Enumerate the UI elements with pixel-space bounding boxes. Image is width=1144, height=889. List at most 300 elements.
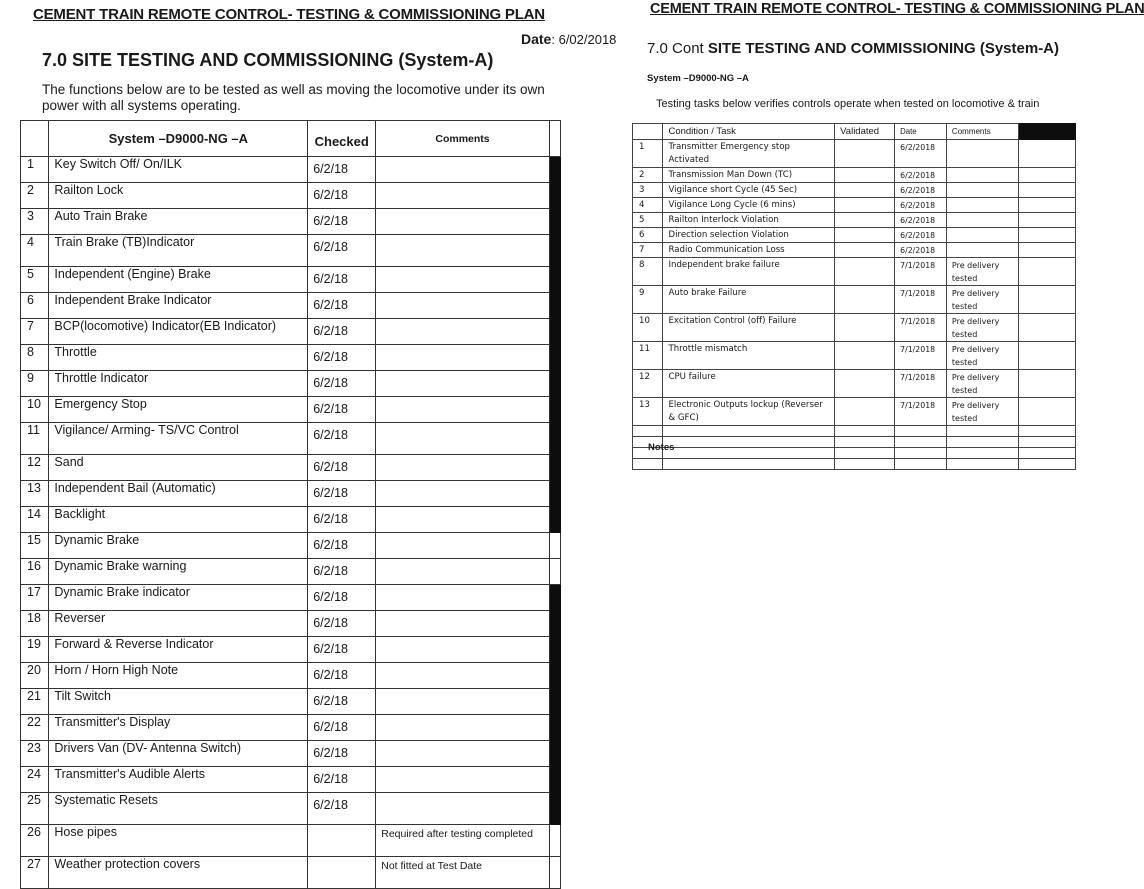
blank-cell bbox=[663, 459, 835, 470]
row-checked: 6/2/18 bbox=[308, 345, 376, 371]
row-number: 15 bbox=[21, 533, 49, 559]
row-item: Horn / Horn High Note bbox=[49, 663, 308, 689]
row-checked: 6/2/18 bbox=[308, 157, 376, 183]
row-number: 4 bbox=[21, 235, 49, 267]
row-item: Tilt Switch bbox=[49, 689, 308, 715]
row-comment bbox=[946, 198, 1018, 213]
table-row bbox=[633, 140, 1076, 168]
row-comment bbox=[376, 345, 550, 371]
row-validated bbox=[835, 213, 895, 228]
row-date: 7/1/2018 bbox=[895, 370, 947, 398]
header-validated: Validated bbox=[835, 124, 895, 140]
row-checked: 6/2/18 bbox=[308, 423, 376, 455]
table-header-row bbox=[633, 124, 1076, 140]
row-comment bbox=[376, 319, 550, 345]
row-task: Auto brake Failure bbox=[663, 286, 835, 314]
row-number: 12 bbox=[633, 370, 663, 398]
row-number: 21 bbox=[21, 689, 49, 715]
section-title-prefix: 7.0 Cont bbox=[647, 40, 708, 57]
redacted-block bbox=[549, 455, 560, 481]
row-item: Forward & Reverse Indicator bbox=[49, 637, 308, 663]
row-item: Independent Brake Indicator bbox=[49, 293, 308, 319]
row-item: Drivers Van (DV- Antenna Switch) bbox=[49, 741, 308, 767]
row-checked: 6/2/18 bbox=[308, 183, 376, 209]
task-body bbox=[633, 140, 1076, 470]
row-number: 10 bbox=[633, 314, 663, 342]
row-item: Dynamic Brake bbox=[49, 533, 308, 559]
row-item: Weather protection covers bbox=[49, 857, 308, 889]
row-validated bbox=[835, 183, 895, 198]
row-item: Key Switch Off/ On/ILK bbox=[49, 157, 308, 183]
row-task: Transmission Man Down (TC) bbox=[663, 168, 835, 183]
row-comment bbox=[376, 611, 550, 637]
row-checked: 6/2/18 bbox=[308, 267, 376, 293]
table-row bbox=[21, 741, 561, 767]
table-row bbox=[21, 455, 561, 481]
redacted-block bbox=[549, 663, 560, 689]
row-item: Throttle Indicator bbox=[49, 371, 308, 397]
row-number: 4 bbox=[633, 198, 663, 213]
blank-cell bbox=[946, 437, 1018, 448]
row-number: 13 bbox=[21, 481, 49, 507]
row-checked: 6/2/18 bbox=[308, 793, 376, 825]
header-checked: Checked bbox=[308, 121, 376, 157]
row-extra bbox=[1019, 228, 1076, 243]
blank-cell bbox=[895, 426, 947, 437]
row-item: Throttle bbox=[49, 345, 308, 371]
row-validated bbox=[835, 342, 895, 370]
row-number: 10 bbox=[21, 397, 49, 423]
row-task: Transmitter Emergency stop Activated bbox=[663, 140, 835, 168]
row-comment bbox=[946, 168, 1018, 183]
row-number: 3 bbox=[633, 183, 663, 198]
header-comments: Comments bbox=[946, 124, 1018, 140]
blank-cell bbox=[895, 437, 947, 448]
row-checked: 6/2/18 bbox=[308, 319, 376, 345]
row-comment bbox=[376, 157, 550, 183]
row-item: BCP(locomotive) Indicator(EB Indicator) bbox=[49, 319, 308, 345]
blank-row bbox=[633, 459, 1076, 470]
row-checked: 6/2/18 bbox=[308, 637, 376, 663]
row-comment: Pre delivery tested bbox=[946, 286, 1018, 314]
row-comment bbox=[376, 715, 550, 741]
row-task: Radio Communication Loss bbox=[663, 243, 835, 258]
header-date: Date bbox=[895, 124, 947, 140]
row-item: Transmitter's Audible Alerts bbox=[49, 767, 308, 793]
redacted-block bbox=[549, 481, 560, 507]
row-number: 11 bbox=[633, 342, 663, 370]
blank-cell bbox=[946, 426, 1018, 437]
table-row bbox=[633, 168, 1076, 183]
row-comment bbox=[376, 793, 550, 825]
row-comment: Required after testing completed bbox=[376, 825, 550, 857]
row-number: 5 bbox=[21, 267, 49, 293]
table-row bbox=[633, 183, 1076, 198]
redacted-block bbox=[549, 689, 560, 715]
blank-cell bbox=[663, 448, 835, 459]
table-row bbox=[633, 286, 1076, 314]
blank-cell bbox=[835, 437, 895, 448]
table-row bbox=[21, 637, 561, 663]
row-task: CPU failure bbox=[663, 370, 835, 398]
blank-cell bbox=[663, 437, 835, 448]
table-row bbox=[21, 345, 561, 371]
row-number: 23 bbox=[21, 741, 49, 767]
row-number: 18 bbox=[21, 611, 49, 637]
row-checked bbox=[308, 825, 376, 857]
blank-cell bbox=[663, 426, 835, 437]
right-page bbox=[620, 0, 1144, 785]
row-checked: 6/2/18 bbox=[308, 481, 376, 507]
row-date: 6/2/2018 bbox=[895, 228, 947, 243]
row-number: 6 bbox=[21, 293, 49, 319]
blank-row bbox=[633, 437, 1076, 448]
row-number: 8 bbox=[21, 345, 49, 371]
table-row bbox=[21, 663, 561, 689]
table-row bbox=[21, 371, 561, 397]
row-number: 17 bbox=[21, 585, 49, 611]
blank-cell bbox=[895, 459, 947, 470]
intro-text: The functions below are to be tested as well as moving the locomotive under its own power with all systems operating. bbox=[42, 82, 545, 113]
redacted-block bbox=[549, 267, 560, 293]
table-row bbox=[21, 157, 561, 183]
row-checked: 6/2/18 bbox=[308, 235, 376, 267]
row-checked: 6/2/18 bbox=[308, 741, 376, 767]
condition-task-table bbox=[632, 123, 1076, 470]
row-extra bbox=[1019, 140, 1076, 168]
table-row bbox=[21, 767, 561, 793]
table-row bbox=[21, 533, 561, 559]
blank-cell bbox=[633, 459, 663, 470]
row-extra bbox=[1019, 168, 1076, 183]
row-number: 19 bbox=[21, 637, 49, 663]
row-comment bbox=[376, 533, 550, 559]
row-checked: 6/2/18 bbox=[308, 397, 376, 423]
row-item: Transmitter's Display bbox=[49, 715, 308, 741]
table-row bbox=[21, 825, 561, 857]
table-row bbox=[633, 213, 1076, 228]
row-validated bbox=[835, 140, 895, 168]
row-extra bbox=[1019, 183, 1076, 198]
row-date: 6/2/2018 bbox=[895, 243, 947, 258]
blank-row bbox=[633, 426, 1076, 437]
header-comments: Comments bbox=[376, 121, 550, 157]
row-number: 6 bbox=[633, 228, 663, 243]
table-row bbox=[633, 398, 1076, 426]
row-comment: Not fitted at Test Date bbox=[376, 857, 550, 889]
redacted-block bbox=[549, 319, 560, 345]
redacted-block bbox=[549, 209, 560, 235]
row-checked: 6/2/18 bbox=[308, 371, 376, 397]
redacted-block bbox=[549, 345, 560, 371]
row-checked: 6/2/18 bbox=[308, 559, 376, 585]
row-validated bbox=[835, 228, 895, 243]
blank-cell bbox=[1019, 426, 1076, 437]
row-comment bbox=[946, 183, 1018, 198]
row-extra bbox=[549, 559, 560, 585]
row-comment bbox=[946, 140, 1018, 168]
row-number: 9 bbox=[633, 286, 663, 314]
table-row bbox=[21, 293, 561, 319]
row-comment bbox=[376, 183, 550, 209]
row-checked: 6/2/18 bbox=[308, 585, 376, 611]
redacted-block bbox=[549, 371, 560, 397]
row-task: Railton Interlock Violation bbox=[663, 213, 835, 228]
row-item: Independent Bail (Automatic) bbox=[49, 481, 308, 507]
table-row bbox=[21, 267, 561, 293]
row-number: 3 bbox=[21, 209, 49, 235]
row-number: 5 bbox=[633, 213, 663, 228]
row-task: Excitation Control (off) Failure bbox=[663, 314, 835, 342]
row-number: 24 bbox=[21, 767, 49, 793]
row-comment bbox=[376, 507, 550, 533]
header-condition-task: Condition / Task bbox=[663, 124, 835, 140]
row-extra bbox=[1019, 286, 1076, 314]
row-task: Throttle mismatch bbox=[663, 342, 835, 370]
row-checked: 6/2/18 bbox=[308, 715, 376, 741]
row-number: 13 bbox=[633, 398, 663, 426]
table-row bbox=[21, 423, 561, 455]
section-title bbox=[647, 40, 1059, 57]
row-comment bbox=[376, 455, 550, 481]
row-comment bbox=[376, 371, 550, 397]
row-comment bbox=[376, 637, 550, 663]
row-extra bbox=[1019, 258, 1076, 286]
section-title-main: SITE TESTING AND COMMISSIONING (System-A) bbox=[707, 40, 1060, 57]
row-validated bbox=[835, 370, 895, 398]
row-item: Vigilance/ Arming- TS/VC Control bbox=[49, 423, 308, 455]
table-row bbox=[21, 319, 561, 345]
blank-cell bbox=[895, 448, 947, 459]
header-number bbox=[21, 121, 49, 157]
row-number: 2 bbox=[633, 168, 663, 183]
system-label: System –D9000-NG –A bbox=[647, 73, 749, 84]
row-task: Electronic Outputs lockup (Reverser & GFC) bbox=[663, 398, 835, 426]
table-row bbox=[21, 183, 561, 209]
row-number: 2 bbox=[21, 183, 49, 209]
table-row bbox=[21, 857, 561, 889]
document-header: CEMENT TRAIN REMOTE CONTROL- TESTING & COMMISSIONING PLAN bbox=[650, 1, 1144, 17]
document-header: CEMENT TRAIN REMOTE CONTROL- TESTING & COMMISSIONING PLAN bbox=[33, 6, 545, 23]
row-validated bbox=[835, 258, 895, 286]
row-extra bbox=[549, 533, 560, 559]
blank-cell bbox=[835, 426, 895, 437]
document-date bbox=[521, 31, 616, 47]
blank-cell bbox=[835, 459, 895, 470]
table-row bbox=[633, 243, 1076, 258]
date-value: : 6/02/2018 bbox=[551, 32, 617, 47]
table-row bbox=[21, 481, 561, 507]
row-checked: 6/2/18 bbox=[308, 507, 376, 533]
row-extra bbox=[1019, 342, 1076, 370]
redacted-block bbox=[549, 235, 560, 267]
blank-cell bbox=[1019, 448, 1076, 459]
row-date: 6/2/2018 bbox=[895, 140, 947, 168]
row-checked: 6/2/18 bbox=[308, 663, 376, 689]
header-system: System –D9000-NG –A bbox=[49, 121, 308, 157]
table-row bbox=[21, 209, 561, 235]
row-validated bbox=[835, 198, 895, 213]
row-date: 6/2/2018 bbox=[895, 168, 947, 183]
row-comment bbox=[376, 559, 550, 585]
row-comment bbox=[946, 243, 1018, 258]
header-extra bbox=[549, 121, 560, 157]
redacted-block bbox=[549, 715, 560, 741]
row-task: Vigilance short Cycle (45 Sec) bbox=[663, 183, 835, 198]
row-comment: Pre delivery tested bbox=[946, 258, 1018, 286]
row-item: Systematic Resets bbox=[49, 793, 308, 825]
row-comment bbox=[376, 767, 550, 793]
redacted-block bbox=[549, 611, 560, 637]
blank-cell bbox=[1019, 437, 1076, 448]
row-comment bbox=[376, 423, 550, 455]
row-item: Backlight bbox=[49, 507, 308, 533]
row-extra bbox=[1019, 398, 1076, 426]
blank-row bbox=[633, 448, 1076, 459]
row-validated bbox=[835, 314, 895, 342]
redacted-block bbox=[549, 793, 560, 825]
row-number: 1 bbox=[21, 157, 49, 183]
testing-checklist-table bbox=[20, 120, 561, 889]
row-comment bbox=[376, 209, 550, 235]
row-comment bbox=[376, 267, 550, 293]
row-comment: Pre delivery tested bbox=[946, 314, 1018, 342]
table-row bbox=[21, 397, 561, 423]
redacted-block bbox=[549, 423, 560, 455]
redacted-block bbox=[549, 767, 560, 793]
row-checked: 6/2/18 bbox=[308, 689, 376, 715]
row-item: Railton Lock bbox=[49, 183, 308, 209]
row-comment bbox=[946, 213, 1018, 228]
row-extra bbox=[1019, 370, 1076, 398]
row-date: 7/1/2018 bbox=[895, 286, 947, 314]
table-row bbox=[633, 314, 1076, 342]
row-checked: 6/2/18 bbox=[308, 209, 376, 235]
row-number: 11 bbox=[21, 423, 49, 455]
checklist-body bbox=[21, 157, 561, 889]
table-row bbox=[633, 198, 1076, 213]
row-checked: 6/2/18 bbox=[308, 293, 376, 319]
row-task: Vigilance Long Cycle (6 mins) bbox=[663, 198, 835, 213]
table-row bbox=[21, 793, 561, 825]
row-item: Hose pipes bbox=[49, 825, 308, 857]
row-task: Independent brake failure bbox=[663, 258, 835, 286]
row-extra bbox=[549, 857, 560, 889]
table-row bbox=[633, 228, 1076, 243]
row-extra bbox=[1019, 314, 1076, 342]
redacted-block bbox=[549, 397, 560, 423]
row-comment: Pre delivery tested bbox=[946, 342, 1018, 370]
header-number bbox=[633, 124, 663, 140]
row-comment: Pre delivery tested bbox=[946, 398, 1018, 426]
row-validated bbox=[835, 398, 895, 426]
row-comment bbox=[376, 663, 550, 689]
redacted-block bbox=[549, 507, 560, 533]
redacted-block bbox=[549, 183, 560, 209]
row-comment bbox=[376, 397, 550, 423]
row-number: 8 bbox=[633, 258, 663, 286]
row-number: 22 bbox=[21, 715, 49, 741]
row-comment bbox=[376, 689, 550, 715]
row-comment bbox=[376, 235, 550, 267]
row-checked: 6/2/18 bbox=[308, 611, 376, 637]
date-label: Date bbox=[521, 31, 552, 47]
table-row bbox=[21, 585, 561, 611]
row-checked: 6/2/18 bbox=[308, 533, 376, 559]
blank-cell bbox=[633, 426, 663, 437]
blank-cell bbox=[946, 459, 1018, 470]
row-comment bbox=[376, 293, 550, 319]
row-number: 1 bbox=[633, 140, 663, 168]
table-row bbox=[21, 611, 561, 637]
blank-cell bbox=[1019, 459, 1076, 470]
table-row bbox=[21, 507, 561, 533]
row-number: 12 bbox=[21, 455, 49, 481]
intro-text: Testing tasks below verifies controls operate when tested on locomotive & train bbox=[656, 98, 1040, 110]
row-task: Direction selection Violation bbox=[663, 228, 835, 243]
row-date: 7/1/2018 bbox=[895, 398, 947, 426]
row-validated bbox=[835, 168, 895, 183]
row-date: 7/1/2018 bbox=[895, 258, 947, 286]
row-number: 20 bbox=[21, 663, 49, 689]
row-comment bbox=[376, 585, 550, 611]
row-item: Auto Train Brake bbox=[49, 209, 308, 235]
row-comment bbox=[946, 228, 1018, 243]
table-row bbox=[633, 342, 1076, 370]
row-number: 26 bbox=[21, 825, 49, 857]
redacted-block bbox=[549, 741, 560, 767]
row-comment: Pre delivery tested bbox=[946, 370, 1018, 398]
row-number: 9 bbox=[21, 371, 49, 397]
row-number: 27 bbox=[21, 857, 49, 889]
row-date: 7/1/2018 bbox=[895, 342, 947, 370]
row-checked: 6/2/18 bbox=[308, 767, 376, 793]
row-validated bbox=[835, 286, 895, 314]
row-number: 7 bbox=[21, 319, 49, 345]
row-item: Reverser bbox=[49, 611, 308, 637]
row-comment bbox=[376, 481, 550, 507]
table-row bbox=[21, 559, 561, 585]
redacted-block bbox=[549, 293, 560, 319]
table-row bbox=[21, 235, 561, 267]
row-item: Independent (Engine) Brake bbox=[49, 267, 308, 293]
redacted-block bbox=[549, 637, 560, 663]
row-item: Dynamic Brake warning bbox=[49, 559, 308, 585]
row-number: 14 bbox=[21, 507, 49, 533]
redacted-block bbox=[549, 585, 560, 611]
row-item: Train Brake (TB)Indicator bbox=[49, 235, 308, 267]
row-date: 7/1/2018 bbox=[895, 314, 947, 342]
table-row bbox=[21, 689, 561, 715]
row-date: 6/2/2018 bbox=[895, 183, 947, 198]
row-comment bbox=[376, 741, 550, 767]
row-date: 6/2/2018 bbox=[895, 198, 947, 213]
row-extra bbox=[549, 825, 560, 857]
row-item: Emergency Stop bbox=[49, 397, 308, 423]
row-number: 25 bbox=[21, 793, 49, 825]
table-row bbox=[21, 715, 561, 741]
row-extra bbox=[1019, 198, 1076, 213]
redacted-block bbox=[1019, 124, 1076, 140]
row-checked bbox=[308, 857, 376, 889]
redacted-block bbox=[549, 157, 560, 183]
section-title: 7.0 SITE TESTING AND COMMISSIONING (System-A) bbox=[42, 50, 494, 70]
row-number: 7 bbox=[633, 243, 663, 258]
row-number: 16 bbox=[21, 559, 49, 585]
blank-cell bbox=[946, 448, 1018, 459]
row-date: 6/2/2018 bbox=[895, 213, 947, 228]
row-extra bbox=[1019, 213, 1076, 228]
